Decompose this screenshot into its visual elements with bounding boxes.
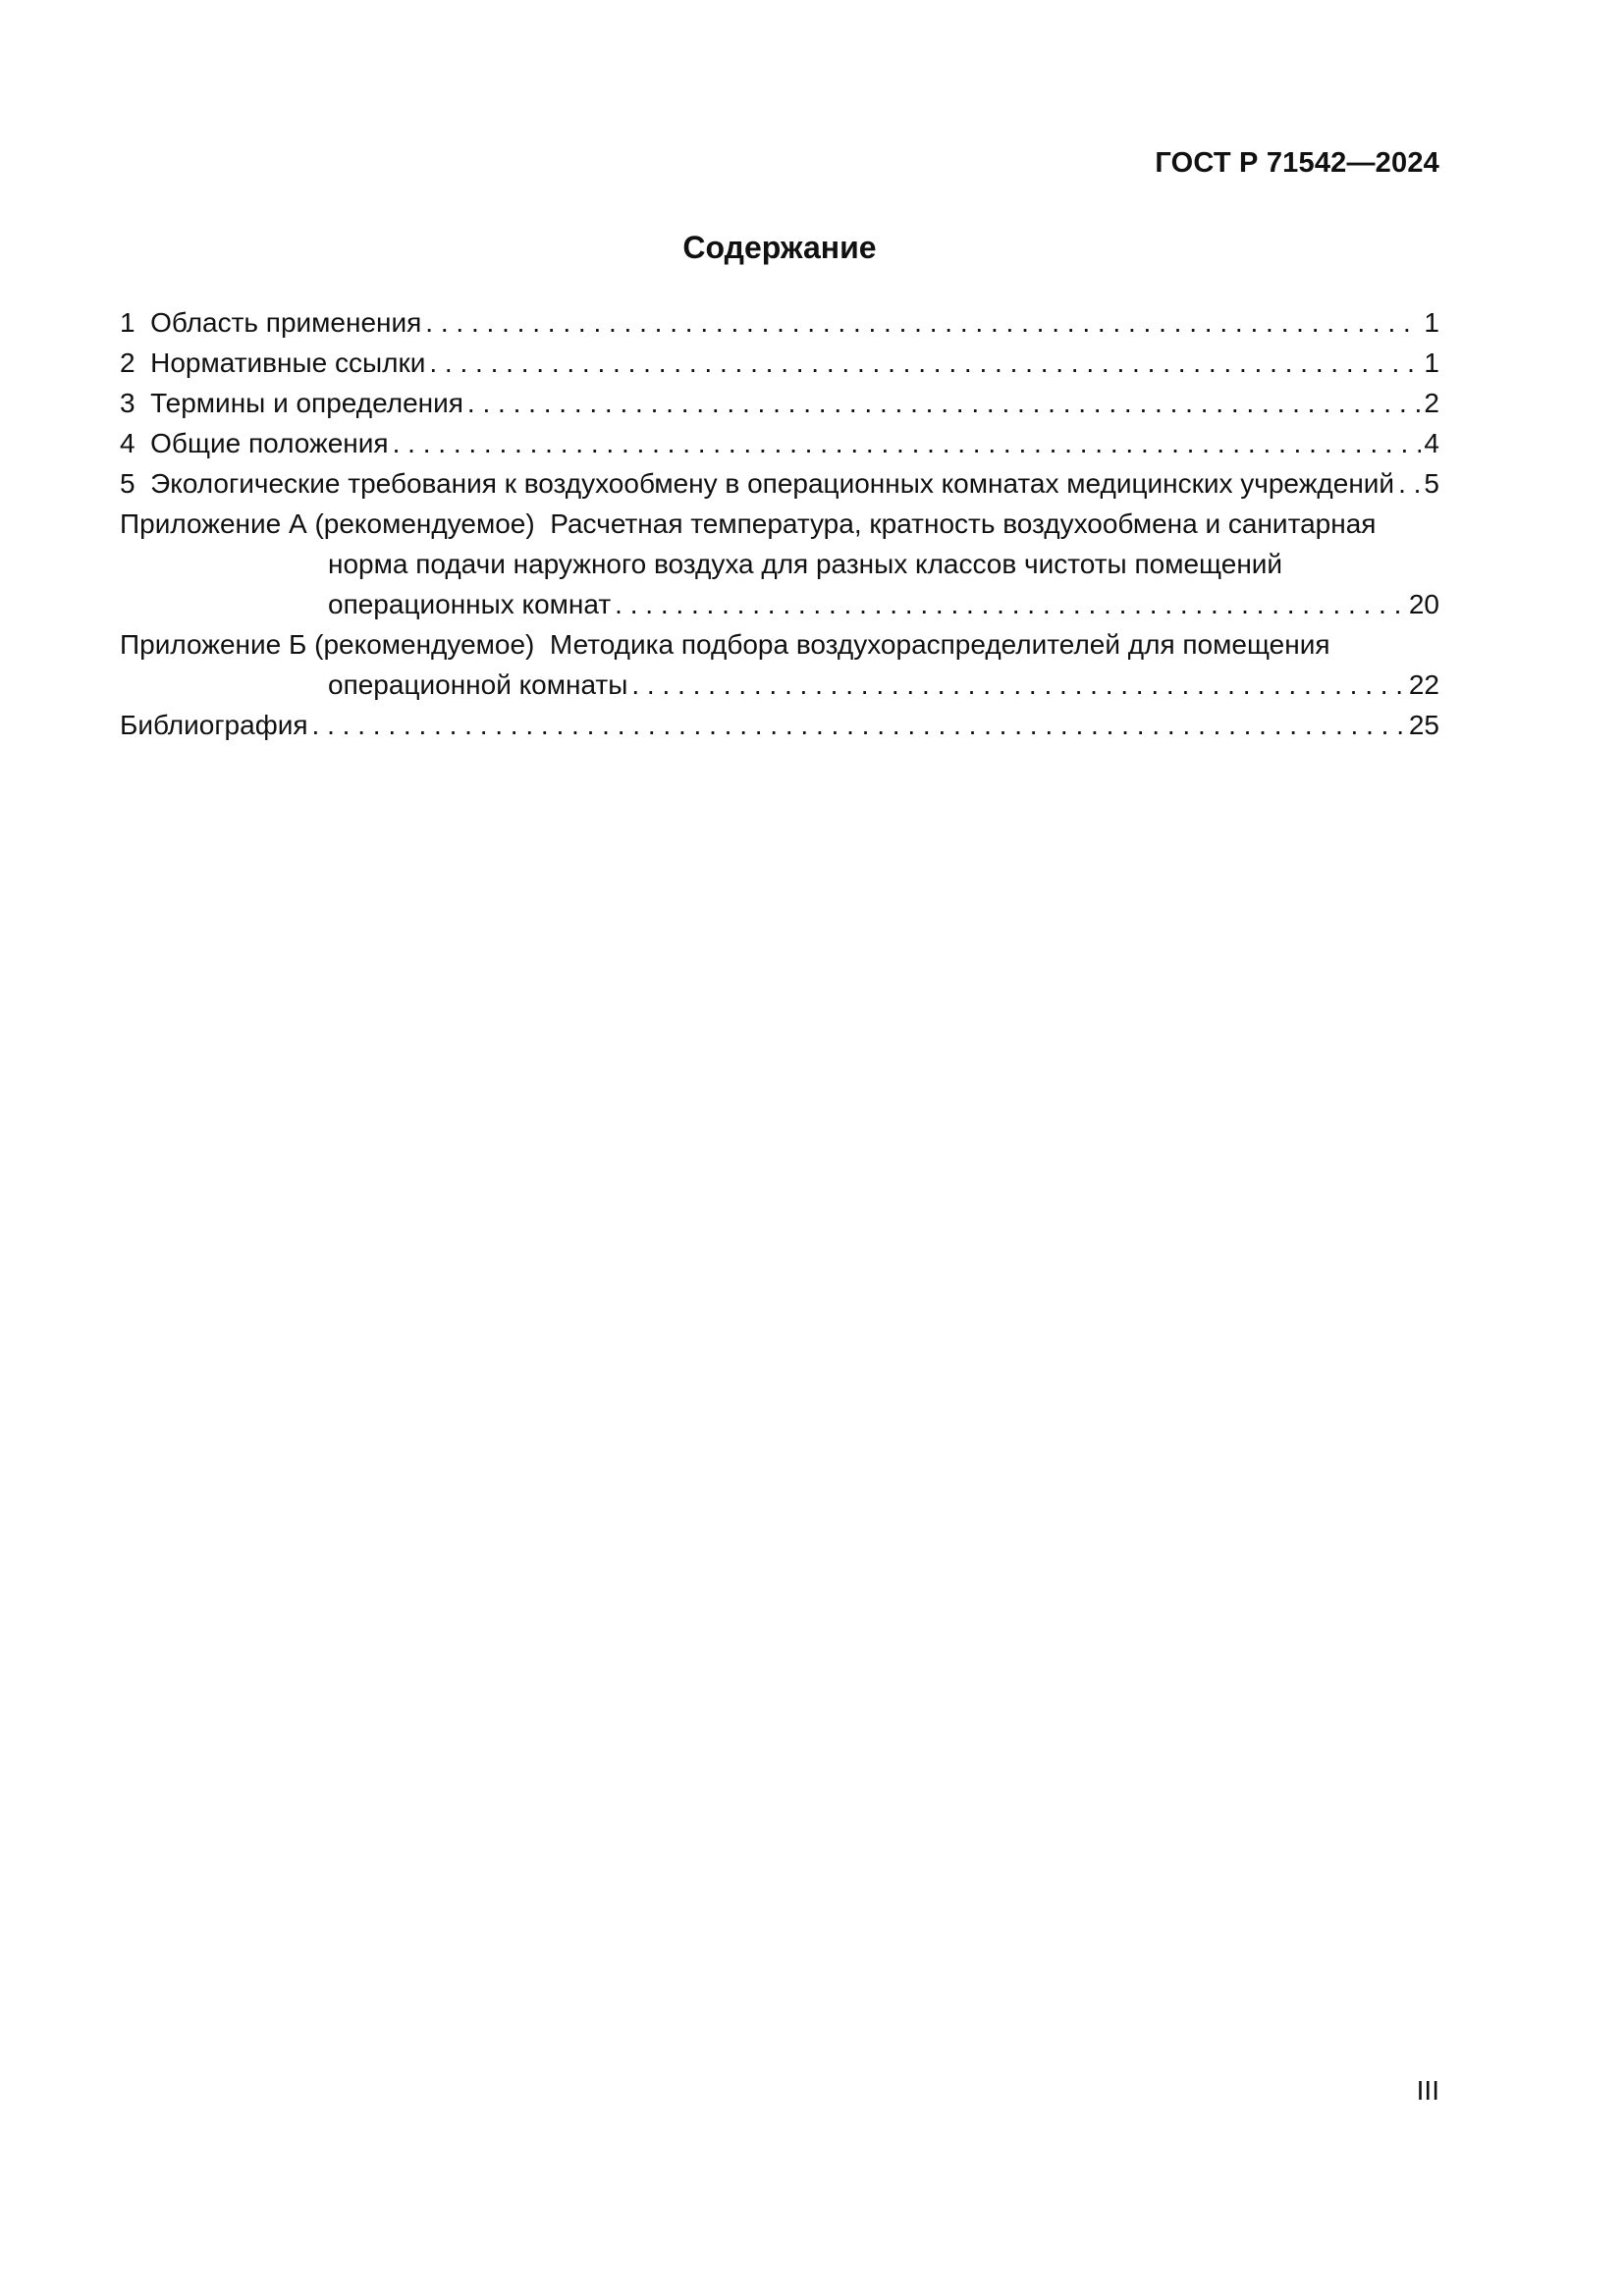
toc-line (120, 423, 1439, 463)
dot-leader (429, 343, 1421, 383)
toc-entry-label: 4 Общие положения (120, 428, 389, 458)
toc-entry-annex-a (120, 504, 1439, 624)
toc-entry-section-3 (120, 383, 1439, 423)
dot-leader (393, 423, 1422, 463)
toc-entry-label: операционных комнат (328, 589, 612, 619)
toc-entry-section-1 (120, 302, 1439, 343)
toc-entry-label: 2 Нормативные ссылки (120, 347, 426, 378)
toc-entry-annex-b (120, 624, 1439, 705)
toc-line (120, 463, 1439, 504)
toc-entry-bibliography (120, 705, 1439, 745)
toc-line (120, 504, 1439, 544)
page-number-footer: III (1416, 2075, 1439, 2106)
page-title: Содержание (682, 230, 877, 265)
toc-line-continuation (120, 544, 1439, 584)
toc-entry-section-5 (120, 463, 1439, 504)
toc-entry-page: 22 (1408, 669, 1439, 700)
toc-entry-page: 2 (1424, 388, 1439, 418)
toc-entry-label: Библиография (120, 710, 308, 740)
toc-entry-page: 1 (1424, 307, 1439, 338)
dot-leader (631, 665, 1405, 705)
table-of-contents (120, 302, 1439, 745)
toc-entry-page: 5 (1424, 468, 1439, 499)
toc-entry-page: 20 (1408, 589, 1439, 619)
toc-entry-label: 3 Термины и определения (120, 388, 463, 418)
document-code-header: ГОСТ Р 71542—2024 (1155, 147, 1439, 179)
dot-leader (467, 383, 1422, 423)
dot-leader (425, 302, 1421, 343)
toc-entry-page: 1 (1424, 347, 1439, 378)
toc-line (120, 624, 1439, 665)
toc-entry-label: 1 Область применения (120, 307, 422, 338)
page-content (0, 0, 1624, 745)
toc-entry-label: 5 Экологические требования к воздухообмену в операционных комнатах медицинских учреждений (120, 468, 1395, 499)
toc-line-continuation (120, 584, 1439, 624)
toc-entry-label: норма подачи наружного воздуха для разных классов чистоты помещений (328, 549, 1283, 579)
toc-entry-page: 4 (1424, 428, 1439, 458)
toc-line (120, 705, 1439, 745)
toc-line (120, 383, 1439, 423)
toc-entry-label: Приложение А (рекомендуемое) Расчетная температура, кратность воздухообмена и санитарная (120, 508, 1377, 539)
toc-line-continuation (120, 665, 1439, 705)
toc-line (120, 302, 1439, 343)
toc-entry-section-2 (120, 343, 1439, 383)
dot-leader (615, 584, 1406, 624)
toc-entry-label: операционной комнаты (328, 669, 628, 700)
dot-leader (1398, 463, 1421, 504)
toc-entry-page: 25 (1408, 710, 1439, 740)
toc-line (120, 343, 1439, 383)
dot-leader (312, 705, 1406, 745)
toc-entry-label: Приложение Б (рекомендуемое) Методика подбора воздухораспределителей для помещения (120, 629, 1330, 660)
toc-entry-section-4 (120, 423, 1439, 463)
